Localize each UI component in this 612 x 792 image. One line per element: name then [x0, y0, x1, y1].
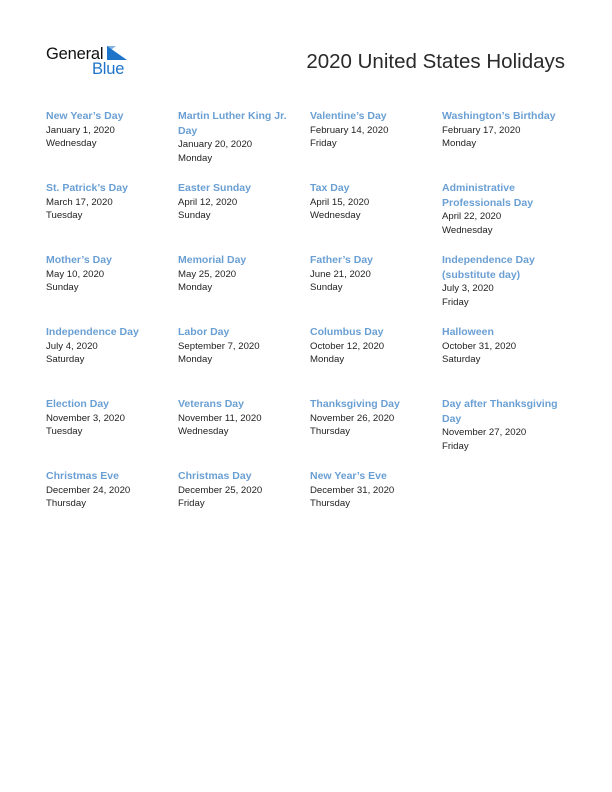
- holiday-entry: [178, 397, 310, 469]
- holiday-date: July 4, 2020: [46, 340, 98, 352]
- holiday-weekday: Thursday: [310, 426, 350, 438]
- holiday-entry: [310, 469, 442, 541]
- holiday-name: Christmas Day: [178, 470, 252, 482]
- holiday-weekday: Friday: [442, 440, 469, 452]
- holiday-weekday: Sunday: [46, 282, 79, 294]
- holiday-weekday: Friday: [442, 296, 469, 308]
- holiday-entry: [310, 253, 442, 325]
- holiday-name: Halloween: [442, 326, 494, 338]
- holiday-weekday: Monday: [178, 282, 213, 294]
- holiday-entry: [442, 181, 576, 253]
- holiday-name: Valentine’s Day: [310, 110, 387, 122]
- holiday-date: October 31, 2020: [442, 340, 517, 352]
- holiday-weekday: Saturday: [442, 354, 481, 366]
- holiday-entry: [310, 181, 442, 253]
- holiday-entry: [46, 469, 178, 541]
- holiday-name: Veterans Day: [178, 398, 244, 410]
- logo-general-text: General: [46, 45, 104, 63]
- holiday-entry: [442, 325, 576, 397]
- holiday-name: Washington’s Birthday: [442, 110, 556, 122]
- holiday-weekday: Thursday: [46, 498, 86, 510]
- holiday-name: New Year’s Day: [46, 110, 124, 122]
- holiday-weekday: Sunday: [310, 282, 343, 294]
- holiday-weekday: Friday: [178, 498, 205, 510]
- holiday-entry: [178, 253, 310, 325]
- holiday-name: Day after Thanksgiving Day: [442, 398, 558, 425]
- holiday-date: December 31, 2020: [310, 484, 395, 496]
- holiday-date: April 15, 2020: [310, 196, 370, 208]
- holiday-date: November 3, 2020: [46, 412, 125, 424]
- holiday-name: Easter Sunday: [178, 182, 251, 194]
- holiday-weekday: Tuesday: [46, 210, 83, 222]
- holiday-date: May 10, 2020: [46, 268, 105, 280]
- holiday-entry: [46, 181, 178, 253]
- holiday-date: February 14, 2020: [310, 124, 389, 136]
- holiday-weekday: Monday: [178, 152, 213, 164]
- holiday-weekday: Monday: [310, 354, 345, 366]
- holiday-entry: [178, 325, 310, 397]
- holiday-weekday: Monday: [442, 138, 477, 150]
- holiday-name: Administrative Professionals Day: [442, 182, 534, 209]
- holiday-name: Christmas Eve: [46, 470, 119, 482]
- holiday-date: January 1, 2020: [46, 124, 115, 136]
- holiday-weekday: Saturday: [46, 354, 85, 366]
- holiday-date: November 26, 2020: [310, 412, 395, 424]
- holiday-date: September 7, 2020: [178, 340, 260, 352]
- holiday-name: Labor Day: [178, 326, 230, 338]
- holiday-date: April 22, 2020: [442, 211, 502, 222]
- holiday-date: May 25, 2020: [178, 268, 237, 280]
- holiday-date: October 12, 2020: [310, 340, 385, 352]
- holiday-entry: [46, 253, 178, 325]
- holiday-name: Columbus Day: [310, 326, 384, 338]
- holiday-weekday: Thursday: [310, 498, 350, 510]
- holiday-name: St. Patrick’s Day: [46, 182, 128, 194]
- logo-blue-text: Blue: [92, 60, 125, 78]
- holiday-entry: [178, 181, 310, 253]
- holiday-weekday: Monday: [178, 354, 213, 366]
- holiday-date: February 17, 2020: [442, 124, 521, 136]
- holiday-date: January 20, 2020: [178, 139, 253, 150]
- holiday-date: December 25, 2020: [178, 484, 263, 496]
- holiday-name: Father’s Day: [310, 254, 374, 266]
- holiday-name: New Year’s Eve: [310, 470, 387, 482]
- holiday-name: Tax Day: [310, 182, 350, 194]
- holiday-name: Thanksgiving Day: [310, 398, 400, 410]
- holiday-date: April 12, 2020: [178, 196, 238, 208]
- holiday-entry: [46, 397, 178, 469]
- holiday-name: Memorial Day: [178, 254, 247, 266]
- holiday-name: Independence Day (substitute day): [442, 254, 535, 281]
- holiday-grid: [46, 109, 576, 541]
- holiday-entry: [310, 397, 442, 469]
- holiday-date: July 3, 2020: [442, 283, 494, 294]
- holiday-date: December 24, 2020: [46, 484, 131, 496]
- holiday-entry: [442, 397, 576, 469]
- holiday-weekday: Wednesday: [442, 224, 493, 236]
- holiday-date: June 21, 2020: [310, 268, 371, 280]
- logo-triangle-icon: [107, 46, 127, 60]
- page-title: 2020 United States Holidays: [306, 50, 565, 73]
- holiday-entry: [178, 109, 310, 181]
- holiday-name: Mother’s Day: [46, 254, 112, 266]
- holiday-name: Independence Day: [46, 326, 139, 338]
- holiday-entry: [178, 469, 310, 541]
- holiday-date: November 11, 2020: [178, 412, 262, 424]
- holiday-weekday: Wednesday: [310, 210, 361, 222]
- holiday-entry: [442, 253, 576, 325]
- holiday-name: Martin Luther King Jr. Day: [178, 110, 287, 137]
- holiday-weekday: Friday: [310, 138, 337, 150]
- holiday-entry: [46, 325, 178, 397]
- holiday-entry: [310, 325, 442, 397]
- holiday-entry: [310, 109, 442, 181]
- holiday-weekday: Wednesday: [46, 138, 97, 150]
- holiday-weekday: Tuesday: [46, 426, 83, 438]
- holiday-weekday: Sunday: [178, 210, 211, 222]
- holiday-name: Election Day: [46, 398, 110, 410]
- holiday-weekday: Wednesday: [178, 426, 229, 438]
- holiday-date: March 17, 2020: [46, 196, 113, 208]
- holiday-entry: [442, 109, 576, 181]
- holiday-entry: [46, 109, 178, 181]
- holiday-date: November 27, 2020: [442, 427, 527, 438]
- generalblue-logo: [46, 44, 136, 80]
